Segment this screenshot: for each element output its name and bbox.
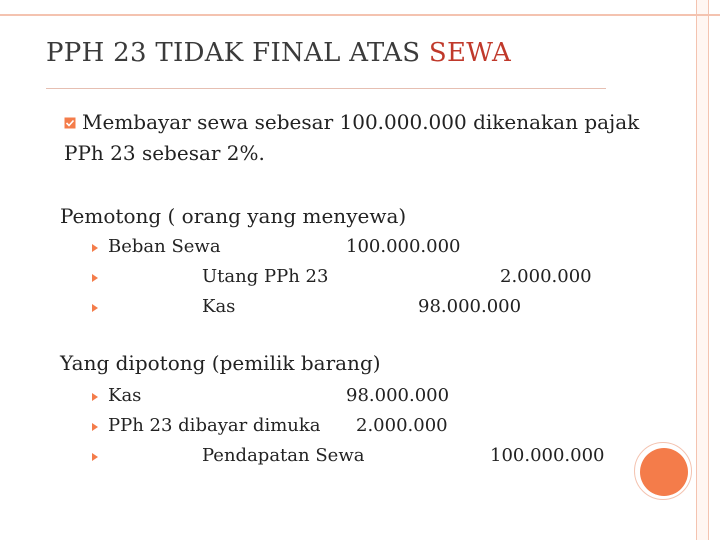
bullet-icon	[92, 304, 98, 312]
journal-row	[84, 234, 644, 260]
journal-row	[84, 294, 644, 320]
section-heading-dipotong: Yang dipotong (pemilik barang)	[60, 351, 381, 375]
slide-title-accent: SEWA	[428, 38, 512, 68]
bullet-icon	[92, 393, 98, 401]
account-name: Utang PPh 23	[202, 266, 329, 287]
decorative-vertical-line	[696, 0, 697, 540]
bullet-icon	[92, 423, 98, 431]
decorative-circle	[640, 448, 688, 496]
debit-amount: 100.000.000	[346, 236, 461, 257]
decorative-side-panel	[696, 0, 708, 540]
account-name: Pendapatan Sewa	[202, 445, 365, 466]
lead-text: Membayar sewa sebesar 100.000.000 dikenakan pajak PPh 23 sebesar 2%.	[64, 110, 640, 165]
section-heading-pemotong: Pemotong ( orang yang menyewa)	[60, 204, 407, 228]
journal-row	[84, 443, 644, 469]
account-name: Kas	[202, 296, 236, 317]
debit-amount: 2.000.000	[356, 415, 448, 436]
credit-amount: 98.000.000	[418, 296, 522, 317]
debit-amount: 98.000.000	[346, 385, 450, 406]
account-name: Beban Sewa	[108, 236, 221, 257]
credit-amount: 100.000.000	[490, 445, 605, 466]
credit-amount: 2.000.000	[500, 266, 592, 287]
check-box-icon	[64, 111, 82, 139]
decorative-top-line	[0, 14, 720, 16]
journal-row	[84, 264, 644, 290]
journal-row	[84, 413, 644, 439]
slide-title	[46, 38, 511, 68]
lead-paragraph	[64, 108, 664, 167]
bullet-icon	[92, 244, 98, 252]
journal-row	[84, 383, 644, 409]
decorative-vertical-line	[708, 0, 709, 540]
account-name: PPh 23 dibayar dimuka	[108, 415, 321, 436]
title-underline	[46, 88, 606, 89]
slide-title-prefix: PPH 23 TIDAK FINAL ATAS	[46, 38, 429, 68]
account-name: Kas	[108, 385, 142, 406]
bullet-icon	[92, 274, 98, 282]
bullet-icon	[92, 453, 98, 461]
